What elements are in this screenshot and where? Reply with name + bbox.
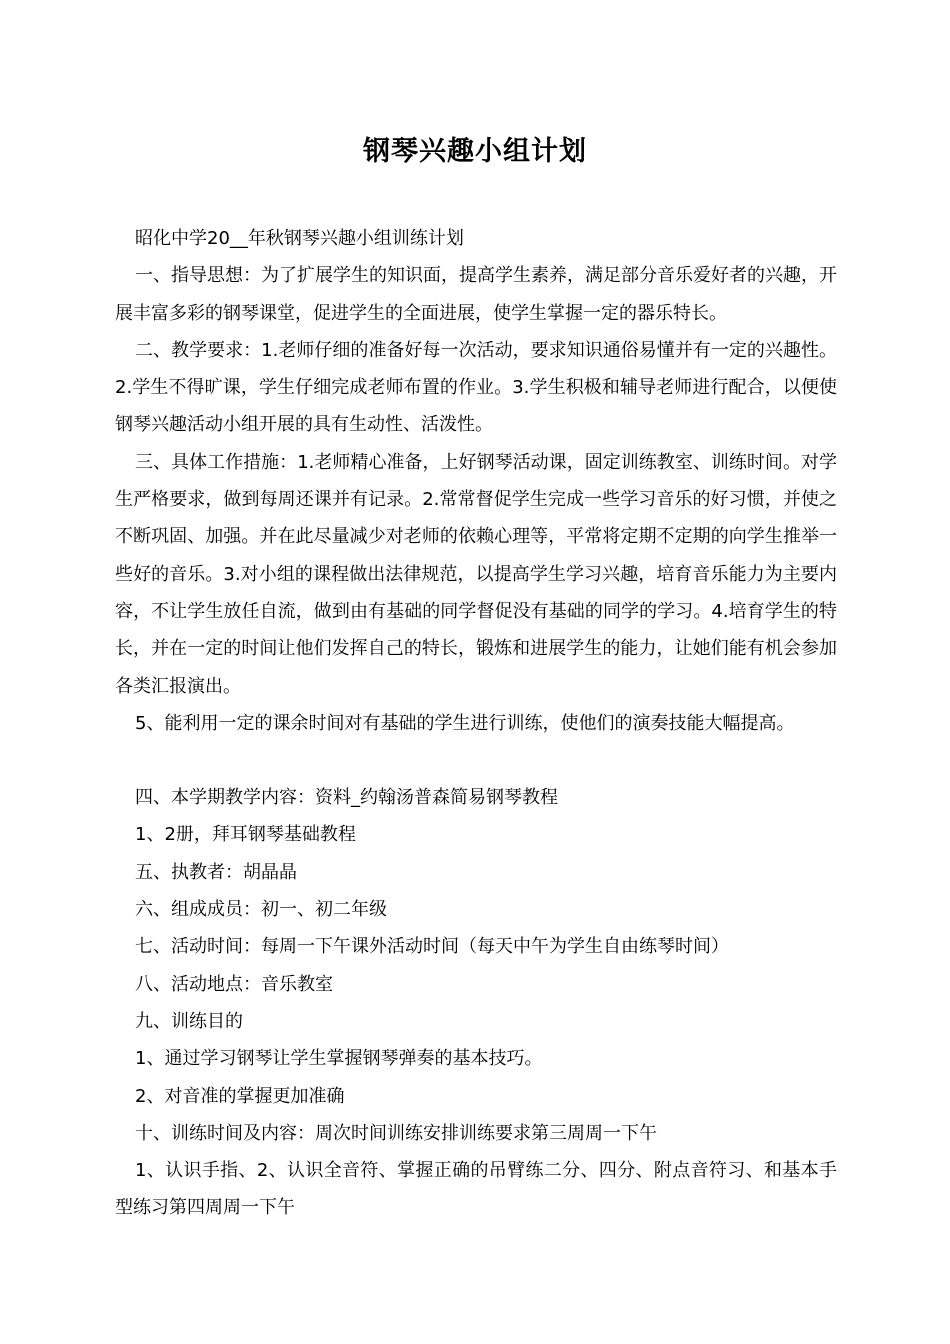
paragraph-members: 六、组成成员：初一、初二年级	[135, 899, 387, 921]
paragraph-schedule-detail: 1、认识手指、2、认识全音符、掌握正确的吊臂练二分、四分、附点音符习、和基本手型练习第四周周一下午	[115, 1160, 837, 1219]
paragraph-training-purpose: 九、训练目的	[135, 1010, 243, 1032]
paragraph-work-measures: 三、具体工作措施：1.老师精心准备，上好钢琴活动课，固定训练教室、训练时间。对学生严格要求，做到每周还课并有记录。2.常常督促学生完成一些学习音乐的好习惯，并使之不断巩固、加强。并在此尽量减少对老师的依赖心理等，平常将定期不定期的向学生推举一些好的音乐。3.对小组的课程做出法律规范，以提高学生学习兴趣，培育音乐能力为主要内容，不让学生放任自流，做到由有基础的同学督促没有基础的同学的学习。4.培育学生的特长，并在一定的时间让他们发挥自己的特长，锻炼和进展学生的能力，让她们能有机会参加各类汇报演出。	[115, 451, 837, 697]
document-body	[115, 220, 837, 1227]
paragraph-teaching-requirements: 二、教学要求：1.老师仔细的准备好每一次活动，要求知识通俗易懂并有一定的兴趣性。2.学生不得旷课，学生仔细完成老师布置的作业。3.学生积极和辅导老师进行配合，以便使钢琴兴趣活动小组开展的具有生动性、活泼性。	[115, 339, 837, 436]
paragraph-schedule: 十、训练时间及内容：周次时间训练安排训练要求第三周周一下午	[135, 1122, 657, 1144]
document-title: 钢琴兴趣小组计划	[363, 136, 587, 167]
paragraph-heading-line: 昭化中学20__年秋钢琴兴趣小组训练计划	[135, 228, 464, 249]
paragraph-instructor: 五、执教者：胡晶晶	[135, 861, 297, 883]
paragraph-guiding-thought: 一、指导思想：为了扩展学生的知识面，提高学生素养，满足部分音乐爱好者的兴趣，开展丰富多彩的钢琴课堂，促进学生的全面进展，使学生掌握一定的器乐特长。	[115, 265, 837, 324]
paragraph-textbooks: 1、2册，拜耳钢琴基础教程	[135, 824, 356, 846]
paragraph-teaching-content: 四、本学期教学内容：资料_约翰汤普森简易钢琴教程	[135, 787, 558, 809]
paragraph-activity-location: 八、活动地点：音乐教室	[135, 973, 333, 995]
paragraph-purpose-item-1: 1、通过学习钢琴让学生掌握钢琴弹奏的基本技巧。	[135, 1048, 543, 1070]
paragraph-extra-training: 5、能利用一定的课余时间对有基础的学生进行训练，使他们的演奏技能大幅提高。	[135, 712, 795, 734]
paragraph-activity-time: 七、活动时间：每周一下午课外活动时间（每天中午为学生自由练琴时间）	[135, 936, 729, 958]
paragraph-purpose-item-2: 2、对音准的掌握更加准确	[135, 1085, 345, 1107]
